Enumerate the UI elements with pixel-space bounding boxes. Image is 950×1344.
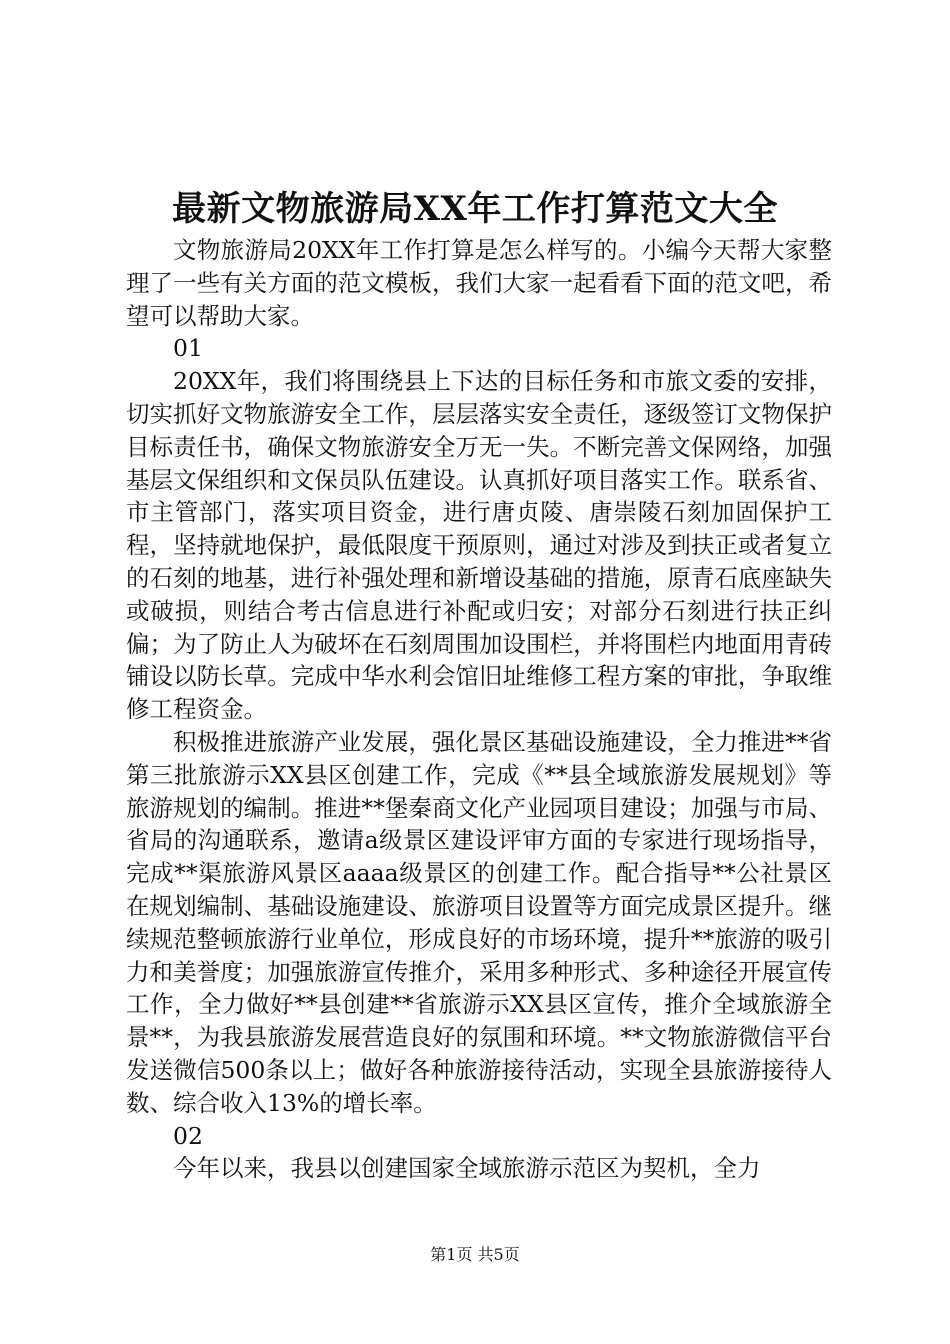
document-title: 最新文物旅游局XX年工作打算范文大全 (172, 189, 778, 229)
page-footer: 第1页 共5页 (430, 1245, 520, 1264)
body-paragraph: 20XX年，我们将围绕县上下达的目标任务和市旅文委的安排，切实抓好文物旅游安全工作，层层落实安全责任，逐级签订文物保护目标责任书，确保文物旅游安全万无一失。不断完善文保网络，加强基层文保组织和文保员队伍建设。认真抓好项目落实工作。联系省、市主管部门，落实项目资金，进行唐贞陵、唐崇陵石刻加固保护工程，坚持就地保护，最低限度干预原则，通过对涉及到扶正或者复立的石刻的地基，进行补强处理和新增设基础的措施，原青石底座缺失或破损，则结合考古信息进行补配或归安；对部分石刻进行扶正纠偏；为了防止人为破坏在石刻周围加设围栏，并将围栏内地面用青砖铺设以防长草。完成中华水利会馆旧址维修工程方案的审批，争取维修工程资金。 (126, 367, 832, 724)
section-number-02: 02 (173, 1121, 203, 1150)
document-body (126, 234, 832, 1185)
body-paragraph: 积极推进旅游产业发展，强化景区基础设施建设，全力推进**省第三批旅游示XX县区创建工作，完成《**县全域旅游发展规划》等旅游规划的编制。推进**堡秦商文化产业园项目建设；加强与市局、省局的沟通联系，邀请a级景区建设评审方面的专家进行现场指导，完成**渠旅游风景区aaaa级景区的创建工作。配合指导**公社景区在规划编制、基础设施建设、旅游项目设置等方面完成景区提升。继续规范整顿旅游行业单位，形成良好的市场环境，提升**旅游的吸引力和美誉度；加强旅游宣传推介，采用多种形式、多种途径开展宣传工作，全力做好**县创建**省旅游示XX县区宣传，推介全域旅游全景**，为我县旅游发展营造良好的氛围和环境。**文物旅游微信平台发送微信500条以上；做好各种旅游接待活动，实现全县旅游接待人数、综合收入13%的增长率。 (126, 727, 832, 1117)
intro-paragraph: 文物旅游局20XX年工作打算是怎么样写的。小编今天帮大家整理了一些有关方面的范文模板，我们大家一起看看下面的范文吧，希望可以帮助大家。 (126, 236, 832, 330)
body-paragraph: 今年以来，我县以创建国家全域旅游示范区为契机，全力 (173, 1154, 761, 1183)
section-number-01: 01 (173, 334, 203, 363)
